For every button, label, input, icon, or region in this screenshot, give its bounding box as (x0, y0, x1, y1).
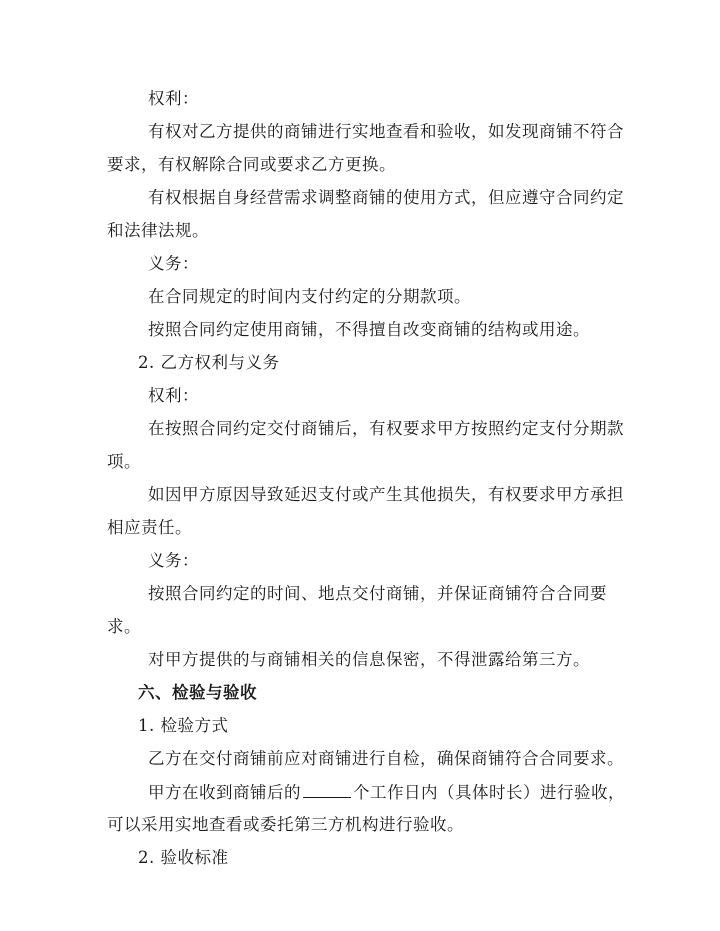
party-a-duty-2: 按照合同约定使用商铺，不得擅自改变商铺的结构或用途。 (148, 320, 590, 339)
party-a-rights-label: 权利： (148, 89, 199, 108)
party-b-right-2-line1: 如因甲方原因导致延迟支付或产生其他损失，有权要求甲方承担 (148, 485, 624, 504)
party-a-right-2-line2: 和法律法规。 (107, 221, 209, 240)
party-b-duty-2: 对甲方提供的与商铺相关的信息保密，不得泄露给第三方。 (148, 650, 590, 669)
inspection-para-2-after: 个工作日内（具体时长）进行验收， (353, 783, 625, 802)
party-b-rights-label: 权利： (148, 386, 199, 405)
party-a-right-2-line1: 有权根据自身经营需求调整商铺的使用方式，但应遵守合同约定 (148, 188, 624, 207)
chapter-6-heading: 六、检验与验收 (138, 683, 257, 702)
party-a-duty-1: 在合同规定的时间内支付约定的分期款项。 (148, 287, 471, 306)
party-b-duty-1-line1: 按照合同约定的时间、地点交付商铺，并保证商铺符合合同要 (148, 584, 607, 603)
party-a-right-1-line2: 要求，有权解除合同或要求乙方更换。 (107, 155, 396, 174)
party-b-right-2-line2: 相应责任。 (107, 518, 192, 537)
party-b-right-1-line2: 项。 (107, 452, 141, 471)
party-b-right-1-line1: 在按照合同约定交付商铺后，有权要求甲方按照约定支付分期款 (148, 419, 624, 438)
inspection-para-2-line1 (148, 781, 625, 804)
inspection-method-heading: 1. 检验方式 (138, 716, 229, 735)
inspection-para-2-line2: 可以采用实地查看或委托第三方机构进行验收。 (107, 815, 464, 834)
acceptance-standard-heading: 2. 验收标准 (138, 848, 229, 867)
inspection-para-1: 乙方在交付商铺前应对商铺进行自检，确保商铺符合合同要求。 (148, 749, 624, 768)
party-b-duty-1-line2: 求。 (107, 617, 141, 636)
party-b-duties-label: 义务： (148, 551, 199, 570)
days-blank-field (303, 781, 351, 798)
party-a-right-1-line1: 有权对乙方提供的商铺进行实地查看和验收，如发现商铺不符合 (148, 122, 624, 141)
party-a-duties-label: 义务： (148, 254, 199, 273)
inspection-para-2-before: 甲方在收到商铺后的 (148, 783, 301, 802)
section-2-heading: 2. 乙方权利与义务 (138, 353, 280, 372)
